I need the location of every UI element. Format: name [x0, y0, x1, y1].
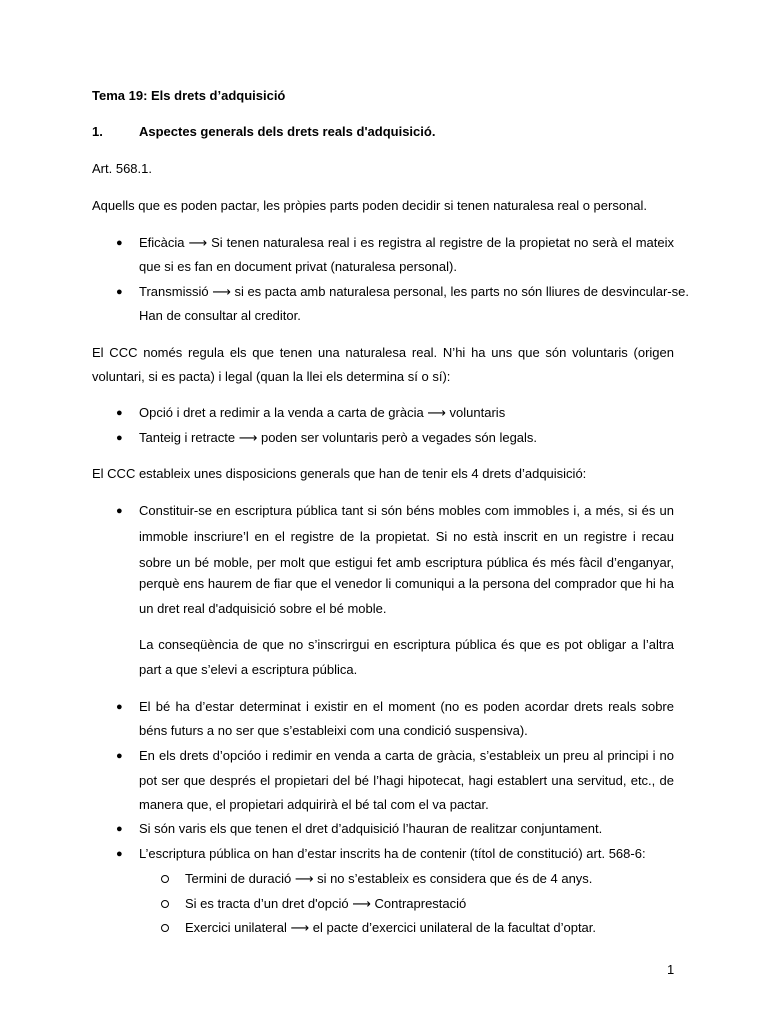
list-item-subparagraph-line: part a que s’elevi a escriptura pública.	[139, 662, 358, 677]
article-reference: Art. 568.1.	[92, 161, 152, 176]
list-item-line: béns futurs a no ser que s’estableixi com una condició suspensiva).	[139, 723, 528, 738]
bullet-icon: ●	[116, 505, 123, 517]
page-number: 1	[667, 962, 675, 977]
paragraph-1: Aquells que es poden pactar, les pròpies parts poden decidir si tenen naturalesa real o personal.	[92, 198, 648, 213]
list-item-line: En els drets d’opcióo i redimir en venda a carta de gràcia, s’estableix un preu al principi i no	[139, 748, 674, 763]
list-item-continuation: Han de consultar al creditor.	[139, 308, 301, 323]
sublist-item: Si es tracta d’un dret d'opció ⟶ Contraprestació	[185, 896, 467, 911]
list-item-line: un dret real d'adquisició sobre el bé moble.	[139, 601, 387, 616]
list-item-line: immoble inscriure’l en el registre de la propietat. Si no està inscrit en un registre i recau	[139, 529, 674, 544]
circle-bullet-icon	[161, 924, 169, 932]
list-item: Si són varis els que tenen el dret d’adquisició l’hauran de realitzar conjuntament.	[139, 821, 603, 836]
list-item-line: sobre un bé moble, per molt que estigui fet amb escriptura pública és més fàcil d’enganyar,	[139, 555, 674, 570]
list-item-line: manera que, el propietari adquirirà el bé tal com el va pactar.	[139, 797, 489, 812]
list-item: Opció i dret a redimir a la venda a carta de gràcia ⟶ voluntaris	[139, 405, 506, 420]
list-item: Eficàcia ⟶ Si tenen naturalesa real i es registra al registre de la propietat no serà el mateix	[139, 235, 674, 250]
paragraph-2-line-2: voluntari, si es pacta) i legal (quan la llei els determina sí o sí):	[92, 369, 451, 384]
bullet-icon: ●	[116, 432, 123, 444]
bullet-icon: ●	[116, 848, 123, 860]
list-item-line: El bé ha d’estar determinat i existir en el moment (no es poden acordar drets reals sobre	[139, 699, 674, 714]
sublist-item: Termini de duració ⟶ si no s’estableix es considera que és de 4 anys.	[185, 871, 593, 886]
list-item: Tanteig i retracte ⟶ poden ser voluntaris però a vegades són legals.	[139, 430, 538, 445]
bullet-icon: ●	[116, 750, 123, 762]
list-item-line: Constituir-se en escriptura pública tant si són béns mobles com immobles i, a més, si és un	[139, 503, 674, 518]
bullet-icon: ●	[116, 701, 123, 713]
circle-bullet-icon	[161, 900, 169, 908]
list-item-subparagraph-line: La conseqüència de que no s’inscrirgui en escriptura pública és que es pot obligar a l’altra	[139, 637, 674, 652]
bullet-icon: ●	[116, 407, 123, 419]
page-title: Tema 19: Els drets d’adquisició	[92, 88, 286, 103]
bullet-icon: ●	[116, 286, 123, 298]
list-item-continuation: que si es fan en document privat (naturalesa personal).	[139, 259, 457, 274]
sublist-item: Exercici unilateral ⟶ el pacte d’exercici unilateral de la facultat d’optar.	[185, 920, 597, 935]
list-item: L’escriptura pública on han d’estar inscrits ha de contenir (títol de constitució) art. 568-6:	[139, 846, 646, 861]
section-heading: Aspectes generals dels drets reals d'adquisició.	[139, 124, 436, 139]
circle-bullet-icon	[161, 875, 169, 883]
list-item-line: perquè ens haurem de fiar que el venedor li comuniqui a la persona del comprador que hi ha	[139, 576, 674, 591]
section-number: 1.	[92, 124, 103, 139]
bullet-icon: ●	[116, 237, 123, 249]
paragraph-3: El CCC estableix unes disposicions generals que han de tenir els 4 drets d’adquisició:	[92, 466, 587, 481]
list-item: Transmissió ⟶ si es pacta amb naturalesa personal, les parts no són lliures de desvincular-se.	[139, 284, 689, 299]
bullet-icon: ●	[116, 823, 123, 835]
paragraph-2-line-1: El CCC només regula els que tenen una naturalesa real. N’hi ha uns que són voluntaris (origen	[92, 345, 674, 360]
list-item-line: pot ser que després el propietari del bé l’hagi hipotecat, hagi establert una servitud, etc., de	[139, 773, 674, 788]
